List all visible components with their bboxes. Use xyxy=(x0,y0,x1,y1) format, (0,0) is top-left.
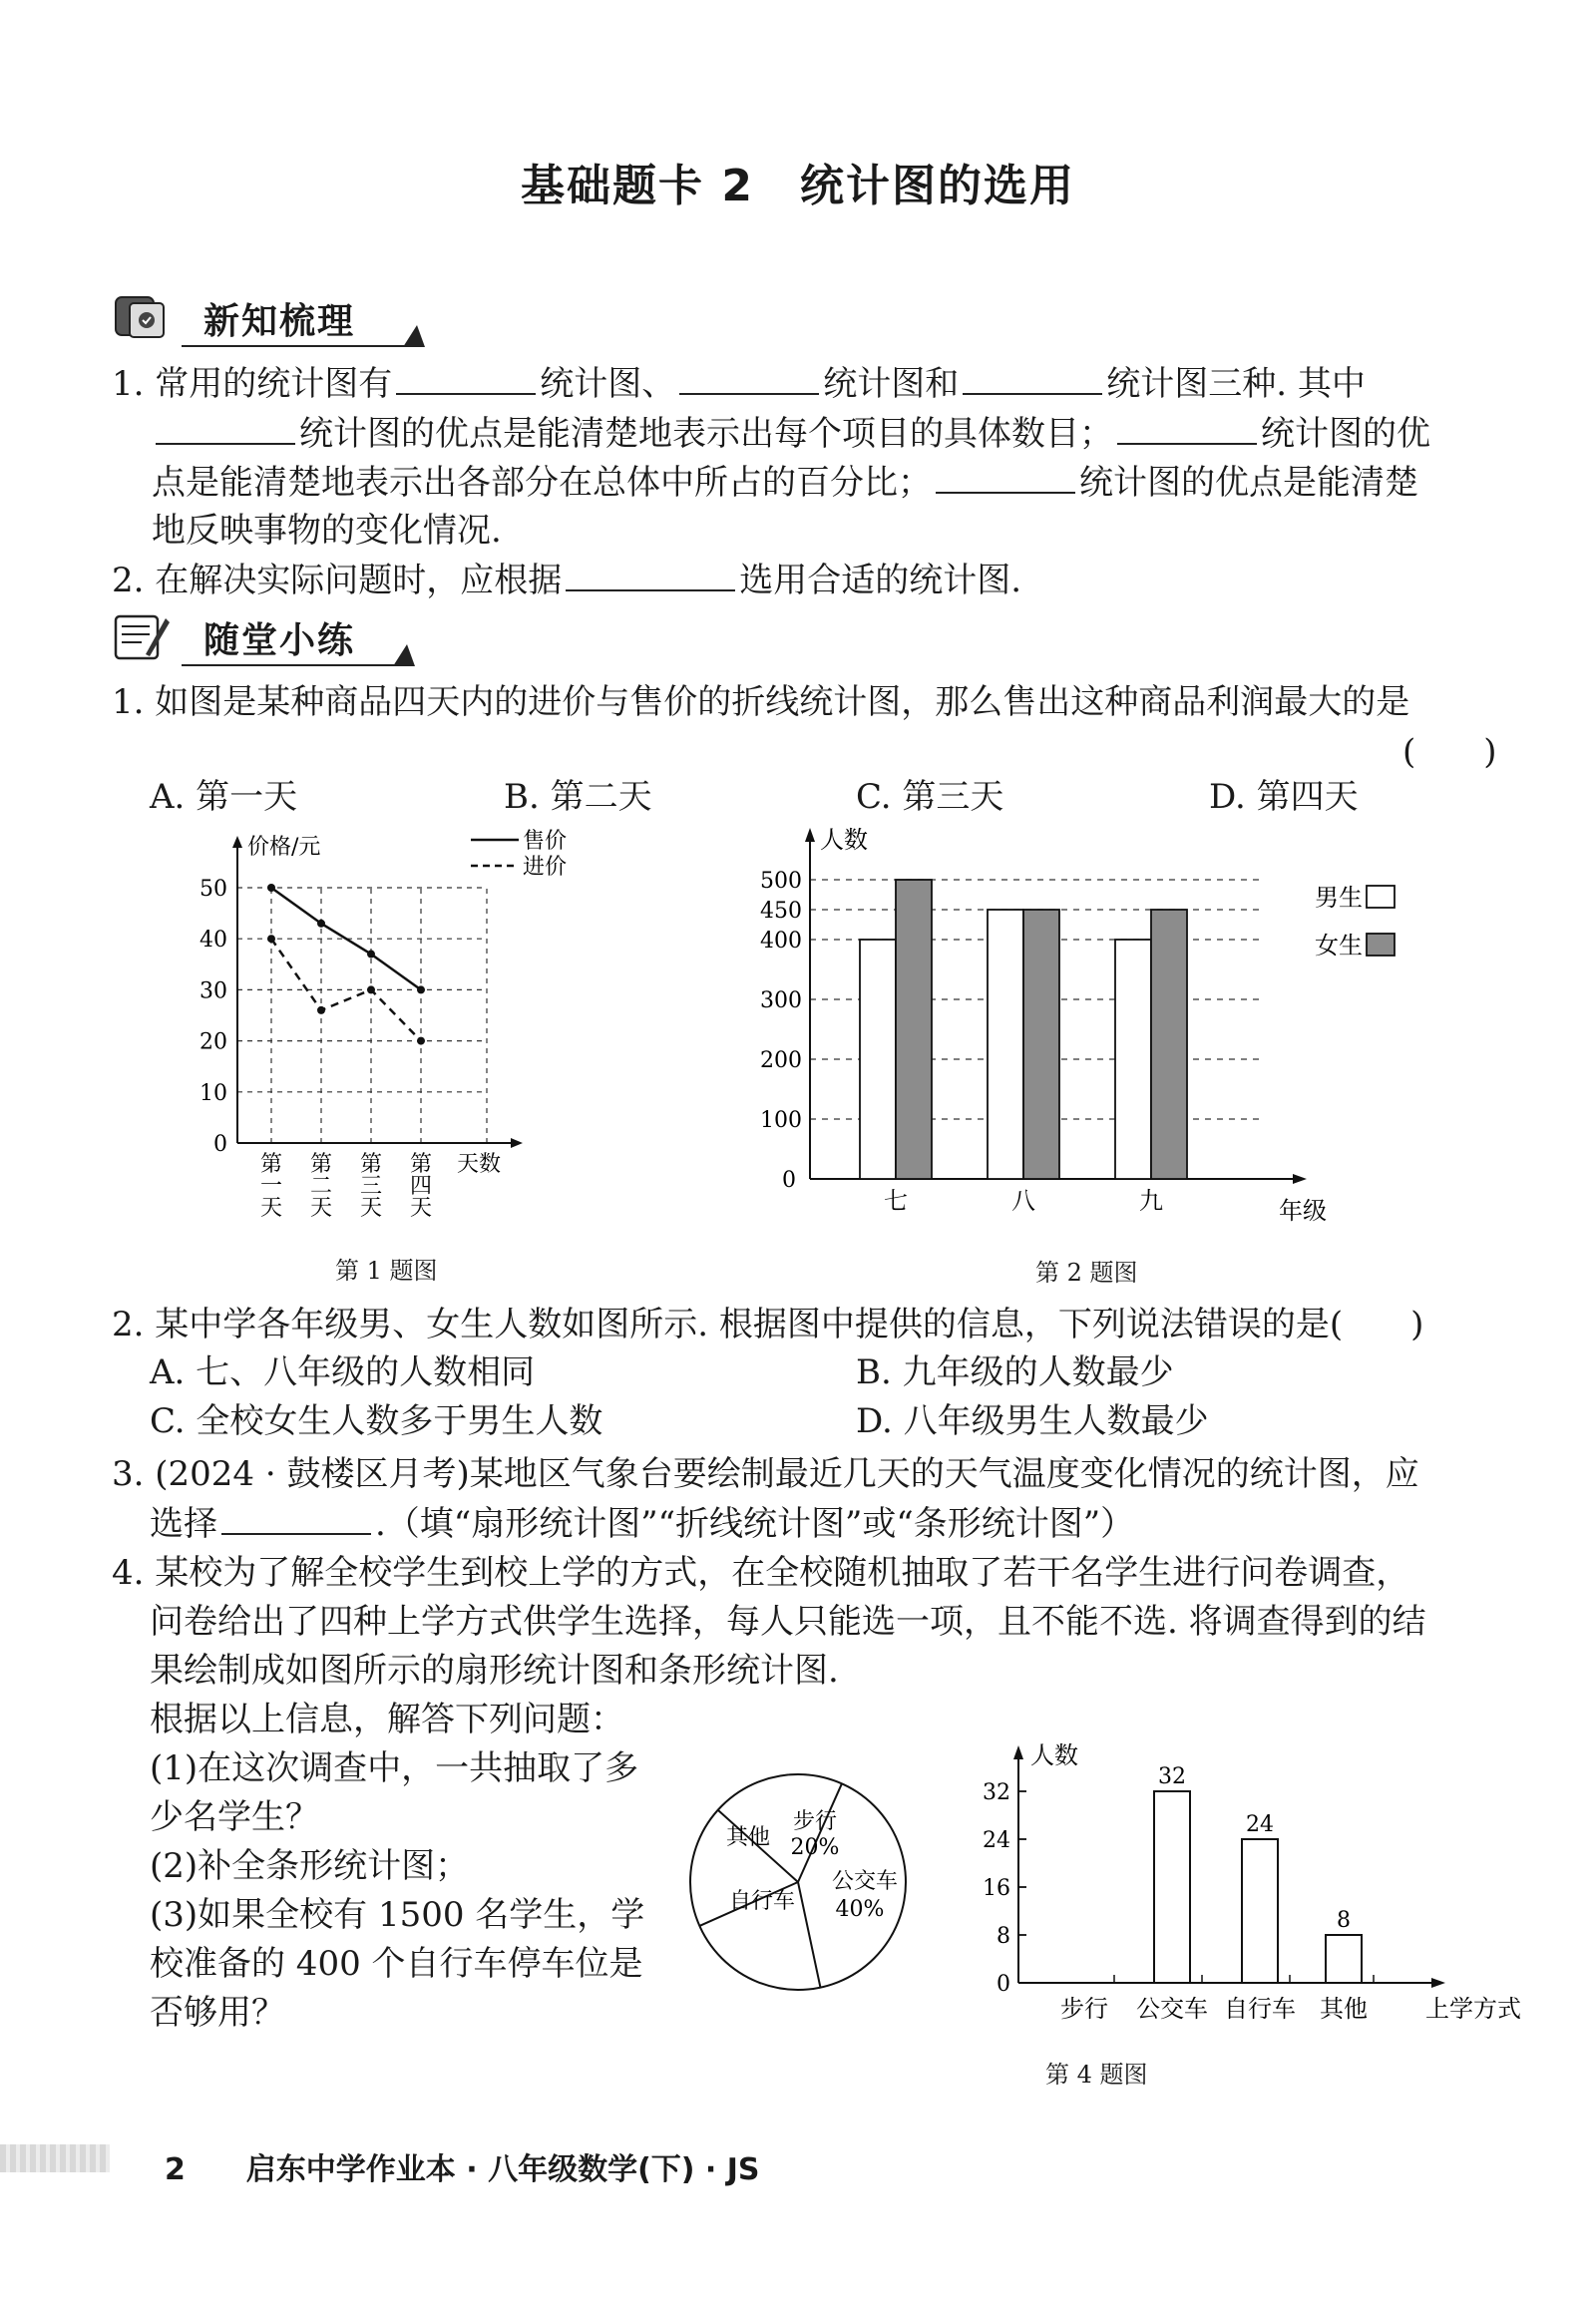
option-a[interactable]: A. 七、八年级的人数相同 xyxy=(150,1352,536,1392)
y-tick-label: 100 xyxy=(760,1108,802,1133)
pie-label: 其他 xyxy=(725,1825,771,1850)
practice-q4-sub3c: 否够用？ xyxy=(150,1993,285,2033)
x-axis-label: 年级 xyxy=(1279,1197,1327,1225)
x-tick-label: 自行车 xyxy=(1224,1995,1296,2023)
y-axis-arrow xyxy=(232,836,242,848)
legend-label: 售价 xyxy=(523,829,568,854)
bar-boys xyxy=(1115,940,1151,1179)
data-label: 24 xyxy=(1246,1812,1274,1837)
pie-label: 自行车 xyxy=(728,1889,796,1914)
section-label: 新知梳理 xyxy=(203,301,356,342)
x-tick-label: 其他 xyxy=(1320,1995,1368,2023)
page-number: 2 xyxy=(165,2152,186,2187)
page-title xyxy=(0,150,1596,213)
option-a[interactable]: A. 第一天 xyxy=(150,777,298,817)
data-point xyxy=(317,920,325,928)
x-axis-arrow xyxy=(1293,1174,1307,1184)
y-tick-label: 200 xyxy=(760,1048,802,1073)
y-tick-label: 8 xyxy=(997,1924,1010,1949)
title-part1: 基础题卡 2 xyxy=(521,161,754,211)
knowledge-q2: 2. 在解决实际问题时，应根据 选用合适的统计图. xyxy=(112,556,1021,604)
x-tick-label: 第 xyxy=(259,1152,283,1177)
section-label: 随堂小练 xyxy=(203,620,356,661)
book-title: 启东中学作业本 · 八年级数学(下) · JS xyxy=(245,2152,760,2187)
x-axis-label: 天数 xyxy=(457,1152,502,1177)
pie-label: 步行 xyxy=(792,1809,838,1834)
practice-q4-sub1b: 少名学生？ xyxy=(150,1797,319,1837)
y-tick-label: 40 xyxy=(200,928,227,954)
bar-girls xyxy=(896,880,932,1179)
practice-q3-line1: 3. (2024 · 鼓楼区月考)某地区气象台要绘制最近几天的天气温度变化情况的统计图，应 xyxy=(112,1454,1419,1494)
y-tick-label: 16 xyxy=(983,1876,1010,1901)
knowledge-q1-line3: 点是能清楚地表示出各部分在总体中所占的百分比； 统计图的优点是能清楚 xyxy=(152,458,1418,507)
practice-q4-sub3a: (3)如果全校有 1500 名学生，学 xyxy=(150,1895,645,1935)
section-header-new-knowledge xyxy=(112,287,421,351)
knowledge-q1-line2: 统计图的优点是能清楚地表示出每个项目的具体数目； 统计图的优 xyxy=(152,409,1430,458)
x-tick-label: 一 xyxy=(259,1174,283,1199)
data-point xyxy=(417,1037,425,1045)
practice-q3-line2: 选择 .（填“扇形统计图”“折线统计图”或“条形统计图”） xyxy=(150,1499,1134,1548)
practice-q4-line2: 问卷给出了四种上学方式供学生选择，每人只能选一项，且不能不选. 将调查得到的结 xyxy=(150,1602,1426,1642)
x-tick-label: 第 xyxy=(309,1152,333,1177)
practice-q4-line3: 果绘制成如图所示的扇形统计图和条形统计图. xyxy=(150,1651,839,1691)
y-tick-label: 500 xyxy=(760,869,802,894)
bar-boys xyxy=(988,910,1023,1179)
y-tick-label: 300 xyxy=(760,988,802,1013)
practice-q1-stem: 1. 如图是某种商品四天内的进价与售价的折线统计图，那么售出这种商品利润最大的是 xyxy=(112,682,1410,722)
line-chart xyxy=(190,826,569,1245)
chart2-caption: 第 2 题图 xyxy=(1035,1259,1138,1287)
chart4-caption: 第 4 题图 xyxy=(1045,2061,1148,2089)
legend-label: 男生 xyxy=(1315,884,1363,912)
bar xyxy=(1242,1839,1278,1983)
data-label: 32 xyxy=(1158,1764,1186,1789)
x-tick-label: 步行 xyxy=(1060,1995,1108,2023)
answer-blank[interactable] xyxy=(936,458,1075,494)
data-point xyxy=(367,951,375,959)
y-tick-label: 24 xyxy=(983,1828,1010,1853)
data-point xyxy=(367,985,375,993)
x-tick-label: 九 xyxy=(1139,1187,1163,1215)
practice-q4-sub2: (2)补全条形统计图； xyxy=(150,1846,470,1886)
y-tick-label: 0 xyxy=(213,1132,227,1157)
answer-blank[interactable] xyxy=(566,556,735,591)
y-tick-label: 450 xyxy=(760,899,802,924)
x-tick-label: 第 xyxy=(359,1152,383,1177)
bar-girls xyxy=(1023,910,1059,1179)
triangle-icon xyxy=(403,325,425,347)
data-point xyxy=(267,884,275,892)
y-tick-label: 0 xyxy=(997,1972,1010,1997)
knowledge-q1-line4: 地反映事物的变化情况. xyxy=(152,511,502,551)
answer-blank[interactable] xyxy=(396,359,536,395)
practice-q4-line4: 根据以上信息，解答下列问题： xyxy=(150,1700,624,1739)
y-axis-label: 人数 xyxy=(820,826,868,854)
y-tick-label: 32 xyxy=(983,1780,1010,1805)
answer-blank[interactable] xyxy=(221,1499,371,1535)
y-tick-label: 20 xyxy=(200,1029,227,1055)
option-d[interactable]: D. 第四天 xyxy=(1209,777,1359,817)
bar xyxy=(1326,1935,1362,1983)
answer-blank[interactable] xyxy=(963,359,1102,395)
option-b[interactable]: B. 九年级的人数最少 xyxy=(856,1352,1174,1392)
legend-swatch xyxy=(1367,886,1395,908)
bar-girls xyxy=(1151,910,1187,1179)
legend-swatch xyxy=(1367,934,1395,956)
section-header-practice xyxy=(112,606,411,670)
pie-chart xyxy=(688,1760,938,2010)
data-point xyxy=(267,935,275,943)
answer-paren[interactable]: ( ) xyxy=(1402,732,1497,772)
footer-decoration xyxy=(0,2144,110,2172)
x-tick-label: 天 xyxy=(409,1196,433,1221)
practice-q4-sub1a: (1)在这次调查中，一共抽取了多 xyxy=(150,1748,639,1788)
y-axis-label: 价格/元 xyxy=(247,835,321,860)
x-axis-label: 上学方式 xyxy=(1425,1995,1521,2023)
x-tick-label: 公交车 xyxy=(1136,1995,1208,2023)
legend-label: 女生 xyxy=(1315,932,1363,959)
data-point xyxy=(417,985,425,993)
y-axis-label: 人数 xyxy=(1030,1741,1078,1769)
legend-label: 进价 xyxy=(523,855,568,880)
y-tick-label: 0 xyxy=(782,1168,796,1193)
option-d[interactable]: D. 八年级男生人数最少 xyxy=(856,1401,1209,1441)
x-axis-arrow xyxy=(511,1138,523,1148)
pie-label: 公交车 xyxy=(831,1869,899,1894)
y-tick-label: 50 xyxy=(200,877,227,902)
x-tick-label: 二 xyxy=(309,1174,333,1199)
triangle-icon xyxy=(393,644,415,666)
y-tick-label: 30 xyxy=(200,978,227,1004)
y-axis-arrow xyxy=(1013,1745,1023,1759)
practice-q4-line1: 4. 某校为了解全校学生到校上学的方式，在全校随机抽取了若干名学生进行问卷调查， xyxy=(112,1553,1410,1593)
practice-q4-sub3b: 校准备的 400 个自行车停车位是 xyxy=(150,1944,643,1984)
x-tick-label: 三 xyxy=(359,1174,383,1199)
answer-blank[interactable] xyxy=(1117,409,1257,445)
answer-blank[interactable] xyxy=(679,359,819,395)
answer-blank[interactable] xyxy=(156,409,295,445)
pie-percent: 40% xyxy=(835,1897,885,1922)
bar-chart xyxy=(973,1735,1531,2040)
x-tick-label: 天 xyxy=(259,1196,283,1221)
x-tick-label: 七 xyxy=(884,1187,908,1215)
x-tick-label: 天 xyxy=(359,1196,383,1221)
data-point xyxy=(317,1006,325,1014)
practice-q2-stem: 2. 某中学各年级男、女生人数如图所示. 根据图中提供的信息，下列说法错误的是( ) xyxy=(112,1305,1424,1344)
footer xyxy=(165,2144,760,2188)
option-c[interactable]: C. 第三天 xyxy=(856,777,1004,817)
pen-notebook-icon xyxy=(112,610,172,662)
option-b[interactable]: B. 第二天 xyxy=(504,777,652,817)
x-tick-label: 第 xyxy=(409,1152,433,1177)
bar-boys xyxy=(860,940,896,1179)
chart1-caption: 第 1 题图 xyxy=(335,1257,438,1285)
grouped-bar-chart xyxy=(748,822,1406,1241)
notebook-icon xyxy=(112,291,172,343)
y-tick-label: 400 xyxy=(760,929,802,954)
x-tick-label: 四 xyxy=(409,1174,433,1199)
option-c[interactable]: C. 全校女生人数多于男生人数 xyxy=(150,1401,603,1441)
x-tick-label: 天 xyxy=(309,1196,333,1221)
x-axis-arrow xyxy=(1431,1978,1445,1988)
y-axis-arrow xyxy=(805,828,815,842)
y-tick-label: 10 xyxy=(200,1080,227,1106)
x-tick-label: 八 xyxy=(1011,1187,1035,1215)
pie-percent: 20% xyxy=(790,1835,840,1860)
bar xyxy=(1154,1791,1190,1983)
title-part2: 统计图的选用 xyxy=(799,161,1075,211)
data-label: 8 xyxy=(1337,1908,1351,1933)
knowledge-q1-line1: 1. 常用的统计图有 统计图、 统计图和 统计图三种. 其中 xyxy=(112,359,1366,408)
